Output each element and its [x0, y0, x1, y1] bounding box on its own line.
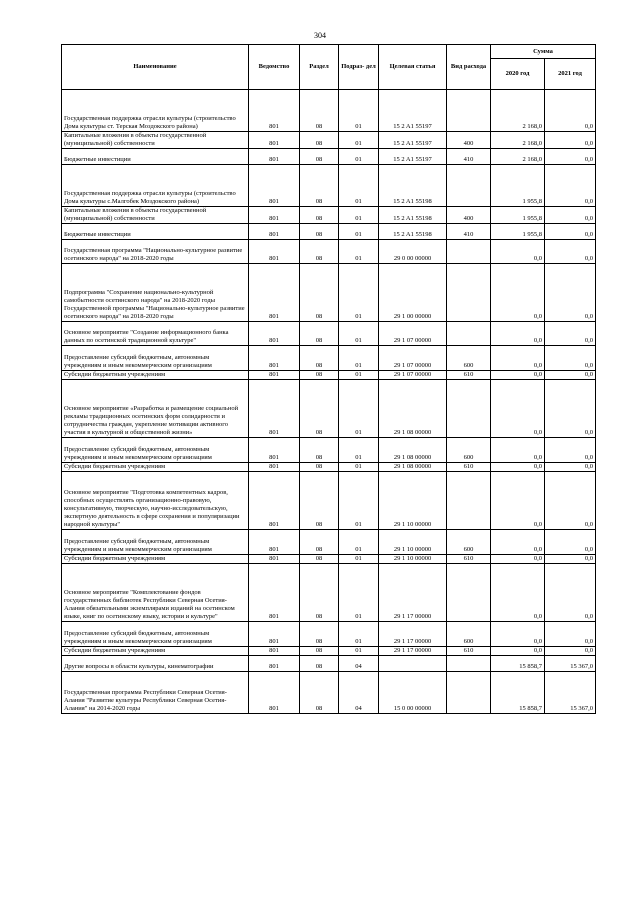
row-sum-2021: 0,0	[545, 322, 596, 346]
row-department: 801	[249, 530, 300, 555]
row-name: Субсидии бюджетным учреждениям	[62, 371, 249, 380]
row-name: Другие вопросы в области культуры, кинематографии	[62, 656, 249, 672]
row-target: 29 0 00 00000	[379, 240, 447, 264]
row-sum-2021: 0,0	[545, 371, 596, 380]
row-sum-2021: 0,0	[545, 647, 596, 656]
row-target: 29 1 07 00000	[379, 322, 447, 346]
row-target: 29 1 17 00000	[379, 622, 447, 647]
header-year-2021: 2021 год	[545, 59, 596, 90]
row-sum-2020: 0,0	[491, 371, 545, 380]
row-expense-type: 610	[447, 463, 491, 472]
row-department: 801	[249, 564, 300, 622]
row-expense-type: 610	[447, 555, 491, 564]
row-expense-type: 600	[447, 530, 491, 555]
row-sum-2021: 0,0	[545, 555, 596, 564]
row-subsection: 01	[339, 371, 379, 380]
row-section: 08	[300, 322, 339, 346]
row-sum-2021: 0,0	[545, 346, 596, 371]
row-name: Предоставление субсидий бюджетным, автономным учреждениям и иным некоммерческим организациям	[62, 622, 249, 647]
row-subsection: 01	[339, 564, 379, 622]
row-expense-type	[447, 472, 491, 530]
row-subsection: 01	[339, 149, 379, 165]
row-section: 08	[300, 622, 339, 647]
row-section: 08	[300, 132, 339, 149]
row-sum-2020: 2 168,0	[491, 90, 545, 132]
row-sum-2021: 0,0	[545, 564, 596, 622]
row-sum-2020: 15 858,7	[491, 656, 545, 672]
row-expense-type	[447, 165, 491, 207]
row-sum-2020: 15 858,7	[491, 672, 545, 714]
header-year-2020: 2020 год	[491, 59, 545, 90]
table-row	[62, 240, 596, 264]
row-target: 29 1 00 00000	[379, 264, 447, 322]
row-expense-type: 600	[447, 622, 491, 647]
row-sum-2020: 0,0	[491, 346, 545, 371]
row-sum-2020: 0,0	[491, 322, 545, 346]
row-sum-2020: 0,0	[491, 530, 545, 555]
row-subsection: 04	[339, 672, 379, 714]
row-target: 29 1 17 00000	[379, 647, 447, 656]
table-row	[62, 656, 596, 672]
row-department: 801	[249, 555, 300, 564]
row-sum-2021: 0,0	[545, 463, 596, 472]
row-sum-2021: 15 367,0	[545, 672, 596, 714]
row-department: 801	[249, 647, 300, 656]
row-name: Предоставление субсидий бюджетным, автономным учреждениям и иным некоммерческим организациям	[62, 346, 249, 371]
row-department: 801	[249, 132, 300, 149]
row-subsection: 01	[339, 224, 379, 240]
row-department: 801	[249, 264, 300, 322]
row-subsection: 01	[339, 438, 379, 463]
row-section: 08	[300, 438, 339, 463]
row-department: 801	[249, 438, 300, 463]
row-expense-type: 400	[447, 207, 491, 224]
row-sum-2020: 0,0	[491, 555, 545, 564]
row-sum-2020: 1 955,8	[491, 207, 545, 224]
row-name: Основное мероприятие "Подготовка компетентных кадров, способных осуществлять организационно-правовую, консультативную, творческую, научно-исследовательскую, экспертную деятельность в сфере сохранения и популяризации народной культуры"	[62, 472, 249, 530]
row-department: 801	[249, 380, 300, 438]
table-row	[62, 564, 596, 622]
row-name: Капитальные вложения в объекты государственной (муниципальной) собственности	[62, 132, 249, 149]
table-row	[62, 371, 596, 380]
row-sum-2020: 0,0	[491, 622, 545, 647]
row-sum-2020: 0,0	[491, 438, 545, 463]
row-sum-2020: 0,0	[491, 264, 545, 322]
row-sum-2020: 0,0	[491, 240, 545, 264]
row-name: Субсидии бюджетным учреждениям	[62, 463, 249, 472]
row-section: 08	[300, 207, 339, 224]
row-subsection: 01	[339, 165, 379, 207]
row-name: Бюджетные инвестиции	[62, 224, 249, 240]
row-sum-2021: 0,0	[545, 149, 596, 165]
row-target: 29 1 07 00000	[379, 371, 447, 380]
row-name: Субсидии бюджетным учреждениям	[62, 555, 249, 564]
row-target: 29 1 10 00000	[379, 555, 447, 564]
header-department: Ведомство	[249, 45, 300, 90]
row-section: 08	[300, 149, 339, 165]
row-section: 08	[300, 346, 339, 371]
table-row	[62, 224, 596, 240]
row-department: 801	[249, 240, 300, 264]
table-row	[62, 149, 596, 165]
row-department: 801	[249, 90, 300, 132]
row-target: 29 1 10 00000	[379, 530, 447, 555]
row-subsection: 01	[339, 647, 379, 656]
row-expense-type: 400	[447, 132, 491, 149]
row-sum-2021: 0,0	[545, 165, 596, 207]
row-subsection: 01	[339, 264, 379, 322]
row-sum-2021: 0,0	[545, 438, 596, 463]
row-name: Предоставление субсидий бюджетным, автономным учреждениям и иным некоммерческим организациям	[62, 530, 249, 555]
row-section: 08	[300, 224, 339, 240]
row-expense-type: 410	[447, 149, 491, 165]
row-sum-2020: 1 955,8	[491, 165, 545, 207]
row-sum-2021: 0,0	[545, 622, 596, 647]
row-subsection: 01	[339, 472, 379, 530]
row-target: 15 2 A1 55198	[379, 165, 447, 207]
header-name: Наименование	[62, 45, 249, 90]
row-name: Основное мероприятие «Разработка и размещение социальной рекламы традиционных осетинских форм солидарности и сотрудничества граждан, укрепление мотивации активного участия в культурной и общественной жизни»	[62, 380, 249, 438]
row-subsection: 01	[339, 240, 379, 264]
row-expense-type	[447, 240, 491, 264]
row-section: 08	[300, 555, 339, 564]
row-name: Государственная поддержка отрасли культуры (строительство Дома культуры с.Малгобек Моздокского района)	[62, 165, 249, 207]
table-body	[62, 90, 596, 714]
header-section: Раздел	[300, 45, 339, 90]
row-sum-2020: 0,0	[491, 463, 545, 472]
table-row	[62, 530, 596, 555]
table-row	[62, 264, 596, 322]
row-expense-type: 600	[447, 438, 491, 463]
table-row	[62, 322, 596, 346]
table-row	[62, 438, 596, 463]
row-name: Государственная поддержка отрасли культуры (строительство Дома культуры ст. Терская Моздокского района)	[62, 90, 249, 132]
row-subsection: 01	[339, 380, 379, 438]
row-target: 15 2 A1 55198	[379, 207, 447, 224]
row-expense-type: 610	[447, 371, 491, 380]
row-department: 801	[249, 672, 300, 714]
row-sum-2021: 0,0	[545, 472, 596, 530]
table-row	[62, 622, 596, 647]
table-row	[62, 555, 596, 564]
header-target: Целевая статья	[379, 45, 447, 90]
table-row	[62, 346, 596, 371]
row-target: 15 2 A1 55197	[379, 132, 447, 149]
row-section: 08	[300, 656, 339, 672]
row-expense-type	[447, 380, 491, 438]
row-subsection: 01	[339, 207, 379, 224]
row-expense-type: 410	[447, 224, 491, 240]
row-target: 15 0 00 00000	[379, 672, 447, 714]
row-department: 801	[249, 224, 300, 240]
row-department: 801	[249, 149, 300, 165]
row-name: Предоставление субсидий бюджетным, автономным учреждениям и иным некоммерческим организациям	[62, 438, 249, 463]
row-department: 801	[249, 656, 300, 672]
row-department: 801	[249, 346, 300, 371]
row-section: 08	[300, 380, 339, 438]
row-subsection: 04	[339, 656, 379, 672]
row-section: 08	[300, 371, 339, 380]
table-row	[62, 207, 596, 224]
row-name: Государственная программа Республики Северная Осетия-Алания "Развитие культуры Республики Северная Осетия-Алания" на 2014-2020 годы	[62, 672, 249, 714]
table-row	[62, 132, 596, 149]
row-subsection: 01	[339, 90, 379, 132]
table-row	[62, 647, 596, 656]
row-target: 15 2 A1 55198	[379, 224, 447, 240]
row-sum-2020: 2 168,0	[491, 132, 545, 149]
row-target: 29 1 08 00000	[379, 463, 447, 472]
row-sum-2021: 0,0	[545, 264, 596, 322]
row-sum-2020: 0,0	[491, 472, 545, 530]
row-target: 29 1 07 00000	[379, 346, 447, 371]
row-subsection: 01	[339, 463, 379, 472]
row-expense-type	[447, 672, 491, 714]
row-sum-2020: 0,0	[491, 564, 545, 622]
row-target: 29 1 17 00000	[379, 564, 447, 622]
row-name: Государственная программа "Национально-культурное развитие осетинского народа" на 2018-2020 годы	[62, 240, 249, 264]
row-sum-2021: 15 367,0	[545, 656, 596, 672]
row-section: 08	[300, 647, 339, 656]
row-section: 08	[300, 463, 339, 472]
row-subsection: 01	[339, 132, 379, 149]
row-target: 15 2 A1 55197	[379, 149, 447, 165]
row-subsection: 01	[339, 322, 379, 346]
row-section: 08	[300, 564, 339, 622]
table-row	[62, 463, 596, 472]
page-number: 304	[314, 31, 326, 40]
row-department: 801	[249, 165, 300, 207]
row-section: 08	[300, 240, 339, 264]
row-target: 29 1 08 00000	[379, 438, 447, 463]
row-name: Капитальные вложения в объекты государственной (муниципальной) собственности	[62, 207, 249, 224]
table-row	[62, 472, 596, 530]
row-expense-type	[447, 90, 491, 132]
row-sum-2020: 0,0	[491, 380, 545, 438]
table-row	[62, 90, 596, 132]
row-department: 801	[249, 463, 300, 472]
row-sum-2021: 0,0	[545, 240, 596, 264]
row-target	[379, 656, 447, 672]
row-subsection: 01	[339, 555, 379, 564]
row-sum-2020: 1 955,8	[491, 224, 545, 240]
row-subsection: 01	[339, 530, 379, 555]
row-department: 801	[249, 322, 300, 346]
row-department: 801	[249, 371, 300, 380]
row-department: 801	[249, 622, 300, 647]
table-row	[62, 672, 596, 714]
row-target: 29 1 10 00000	[379, 472, 447, 530]
row-expense-type	[447, 322, 491, 346]
row-expense-type	[447, 564, 491, 622]
header-sum: Сумма	[491, 45, 596, 59]
header-subsection: Подраз- дел	[339, 45, 379, 90]
row-section: 08	[300, 672, 339, 714]
row-sum-2021: 0,0	[545, 132, 596, 149]
row-target: 29 1 08 00000	[379, 380, 447, 438]
row-section: 08	[300, 90, 339, 132]
row-name: Подпрограмма "Сохранение национально-культурной самобытности осетинского народа" на 2018-2020 годы Государственной программы "Национально-культурное развитие осетинского народа" на 2018-2020 годы	[62, 264, 249, 322]
table-row	[62, 165, 596, 207]
row-section: 08	[300, 530, 339, 555]
row-sum-2021: 0,0	[545, 380, 596, 438]
row-sum-2021: 0,0	[545, 207, 596, 224]
row-sum-2020: 0,0	[491, 647, 545, 656]
row-section: 08	[300, 165, 339, 207]
table-row	[62, 380, 596, 438]
budget-table	[61, 44, 596, 714]
row-name: Субсидии бюджетным учреждениям	[62, 647, 249, 656]
row-expense-type: 600	[447, 346, 491, 371]
row-sum-2021: 0,0	[545, 530, 596, 555]
row-expense-type	[447, 264, 491, 322]
row-sum-2020: 2 168,0	[491, 149, 545, 165]
row-subsection: 01	[339, 346, 379, 371]
row-name: Основное мероприятие "Комплектование фондов государственных библиотек Республики Северная Осетия-Алания обязательными экземплярами изданий на осетинском языке, книг по осетинскому языку, истории и культуре"	[62, 564, 249, 622]
row-target: 15 2 A1 55197	[379, 90, 447, 132]
row-subsection: 01	[339, 622, 379, 647]
row-name: Основное мероприятие "Создание информационного банка данных по осетинской традиционной культуре"	[62, 322, 249, 346]
row-section: 08	[300, 264, 339, 322]
row-section: 08	[300, 472, 339, 530]
header-expense-type: Вид расхода	[447, 45, 491, 90]
row-expense-type	[447, 656, 491, 672]
row-department: 801	[249, 207, 300, 224]
row-department: 801	[249, 472, 300, 530]
row-expense-type: 610	[447, 647, 491, 656]
row-name: Бюджетные инвестиции	[62, 149, 249, 165]
row-sum-2021: 0,0	[545, 90, 596, 132]
row-sum-2021: 0,0	[545, 224, 596, 240]
